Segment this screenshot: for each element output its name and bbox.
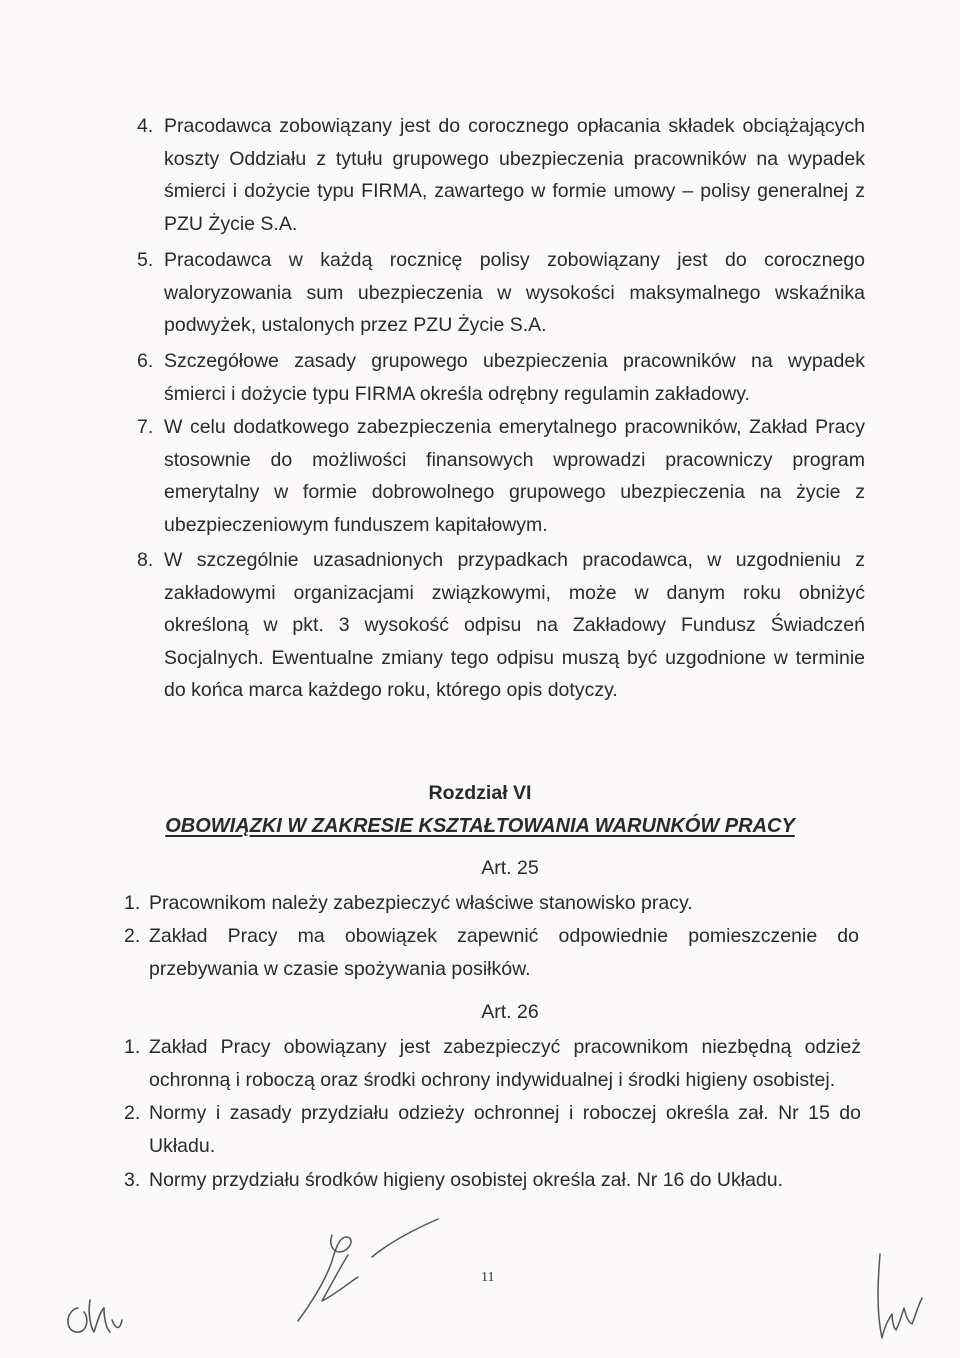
art25-item-1	[124, 887, 859, 920]
list-item-text: W szczególnie uzasadnionych przypadkach pracodawca, w uzgodnieniu z zakładowymi organizacjami związkowymi, może w danym roku obniżyć określoną w pkt. 3 wysokość odpisu na Zakładowy Fundusz Świadczeń Socjalnych. Ewentualne zmiany tego odpisu muszą być uzgodnione w terminie do końca marca każdego roku, którego opis dotyczy.	[164, 549, 865, 701]
art26-item-1	[124, 1031, 861, 1096]
list-item-number: 3.	[124, 1169, 141, 1191]
list-item-text: Normy i zasady przydziału odzieży ochronnej i roboczej określa zał. Nr 15 do Układu.	[149, 1102, 861, 1157]
list-item-text: Pracodawca w każdą rocznicę polisy zobowiązany jest do corocznego waloryzowania sum ubezpieczenia w wysokości maksymalnego wskaźnika podwyżek, ustalonych przez PZU Życie S.A.	[164, 249, 865, 337]
initials-signature-left	[60, 1290, 130, 1340]
art26-item-3	[124, 1164, 861, 1197]
page-number: 11	[481, 1270, 495, 1285]
list-item-4	[137, 110, 865, 240]
list-item-text: Szczegółowe zasady grupowego ubezpieczenia pracowników na wypadek śmierci i dożycie typu FIRMA określa odrębny regulamin zakładowy.	[164, 350, 865, 405]
list-item-7	[137, 411, 865, 541]
list-item-5	[137, 244, 865, 342]
list-item-number: 6.	[137, 350, 154, 372]
list-item-number: 2.	[124, 925, 141, 947]
list-item-8	[137, 544, 865, 707]
list-item-number: 1.	[124, 892, 141, 914]
list-item-6	[137, 345, 865, 410]
initials-signature-right	[870, 1250, 930, 1350]
list-item-number: 2.	[124, 1102, 141, 1124]
art26-item-2	[124, 1097, 861, 1162]
article-heading-25: Art. 25	[481, 857, 539, 879]
article-heading-26: Art. 26	[481, 1001, 539, 1023]
list-item-number: 1.	[124, 1036, 141, 1058]
list-item-text: W celu dodatkowego zabezpieczenia emerytalnego pracowników, Zakład Pracy stosownie do możliwości finansowych wprowadzi pracowniczy program emerytalny w formie dobrowolnego grupowego ubezpieczenia na życie z ubezpieczeniowym funduszem kapitałowym.	[164, 416, 865, 536]
chapter-title: OBOWIĄZKI W ZAKRESIE KSZTAŁTOWANIA WARUNKÓW PRACY	[165, 815, 795, 837]
list-item-text: Pracodawca zobowiązany jest do corocznego opłacania składek obciążających koszty Oddziału z tytułu grupowego ubezpieczenia pracowników na wypadek śmierci i dożycie typu FIRMA, zawartego w formie umowy – polisy generalnej z PZU Życie S.A.	[164, 115, 865, 235]
art25-item-2	[124, 920, 859, 985]
list-item-number: 7.	[137, 416, 154, 438]
chapter-heading: Rozdział VI	[428, 782, 532, 804]
list-item-number: 4.	[137, 115, 154, 137]
initials-signature-center	[288, 1215, 448, 1335]
list-item-text: Normy przydziału środków higieny osobistej określa zał. Nr 16 do Układu.	[149, 1169, 784, 1191]
list-item-number: 8.	[137, 549, 154, 571]
list-item-text: Zakład Pracy obowiązany jest zabezpieczyć pracownikom niezbędną odzież ochronną i roboczą oraz środki ochrony indywidualnej i środki higieny osobistej.	[149, 1036, 861, 1091]
list-item-text: Pracownikom należy zabezpieczyć właściwe stanowisko pracy.	[149, 892, 693, 914]
list-item-text: Zakład Pracy ma obowiązek zapewnić odpowiednie pomieszczenie do przebywania w czasie spożywania posiłków.	[149, 925, 859, 980]
list-item-number: 5.	[137, 249, 154, 271]
